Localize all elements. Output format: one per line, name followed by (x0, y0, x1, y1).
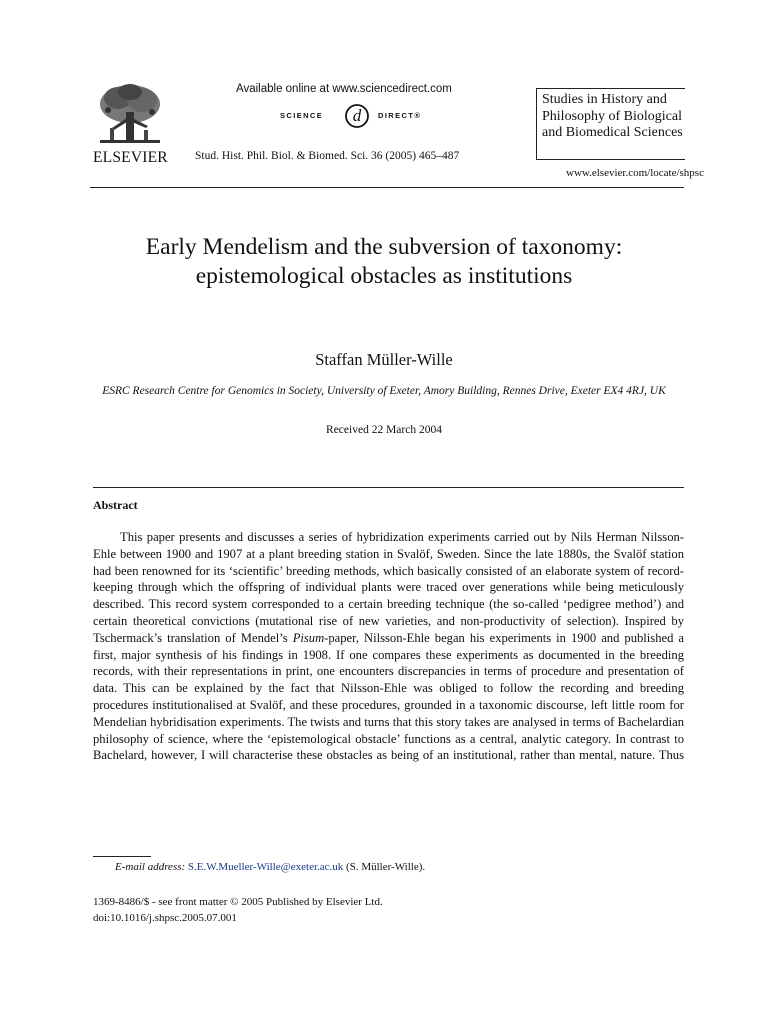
tree-icon (90, 82, 168, 148)
received-date: Received 22 March 2004 (326, 424, 442, 436)
doi-line[interactable]: doi:10.1016/j.shpsc.2005.07.001 (93, 912, 237, 924)
abstract-divider (93, 487, 684, 488)
email-suffix: (S. Müller-Wille). (343, 861, 426, 873)
footnote-divider (93, 856, 151, 857)
email-link[interactable]: S.E.W.Mueller-Wille@exeter.ac.uk (187, 861, 344, 873)
publisher-name: ELSEVIER (93, 149, 168, 166)
brand-right-text: DIRECT® (378, 111, 422, 120)
sciencedirect-at-logo (276, 103, 446, 129)
journal-citation: Stud. Hist. Phil. Biol. & Biomed. Sci. 36 (2005) 465–487 (195, 150, 460, 162)
brand-left-text: SCIENCE (280, 111, 324, 120)
article-author: Staffan Müller-Wille (315, 350, 453, 369)
email-label: E-mail address: (115, 861, 186, 873)
author-affiliation: ESRC Research Centre for Genomics in Society, University of Exeter, Amory Building, Rennes Drive, Exeter EX4 4RJ, UK (102, 385, 666, 397)
svg-text:d: d (352, 106, 362, 125)
available-online-line: Available online at www.sciencedirect.com (236, 83, 452, 95)
abstract-text-part-1: This paper presents and discusses a series of hybridization experiments carried out by Nils Herman Nilsson-Ehle between 1900 and 1907 at a plant breeding station in Svalöf, Sweden. Since the late 1880s, the Svalöf station had been renowned for its ‘scientific’ breeding methods, which basically consisted of an elaborate system of record-keeping through which the offspring of individual plants were traced over generations while being meticulously described. This record system corresponded to a certain breeding technique (the so-called ‘pedigree method’) and certain theoretical convictions (mutational rise of new varieties, and non-productivity of selection). Inspired by Tschermack’s translation of Mendel’s (93, 530, 684, 645)
abstract-italic-term: Pisum (292, 630, 325, 645)
journal-url[interactable]: www.elsevier.com/locate/shpsc (566, 167, 704, 179)
journal-name: Studies in History and Philosophy of Biological and Biomedical Sciences (542, 92, 683, 140)
abstract-text-part-2: -paper, Nilsson-Ehle began his experiments in 1900 and published a first, major synthesis of his findings in 1908. If one compares these experiments as documented in the breeding records, with their representations in print, one encounters discrepancies in terms of procedure and presentation of data. This can be explained by the fact that Nilsson-Ehle was obliged to follow the recording and breeding procedures institutionalised at Svalöf, and these procedures, grounded in a taxonomic discourse, left little room for Mendelian hybridisation experiments. The twists and turns that this story takes are analysed in terms of Bachelardian philosophy of science, where the ‘epistemological obstacle’ functions as a central, analytic category. In contrast to Bachelard, however, I will characterise these obstacles as being of an institutional, rather than mental, nature. Thus (93, 630, 685, 763)
abstract-heading: Abstract (93, 498, 138, 512)
email-footnote (115, 861, 425, 873)
abstract-body (93, 529, 684, 764)
article-title: Early Mendelism and the subversion of taxonomy: epistemological obstacles as institutions (145, 234, 623, 289)
abstract-paragraph (93, 529, 684, 764)
at-sign-icon (342, 103, 372, 129)
header-divider (90, 187, 684, 188)
issn-line: 1369-8486/$ - see front matter © 2005 Published by Elsevier Ltd. (93, 896, 383, 908)
